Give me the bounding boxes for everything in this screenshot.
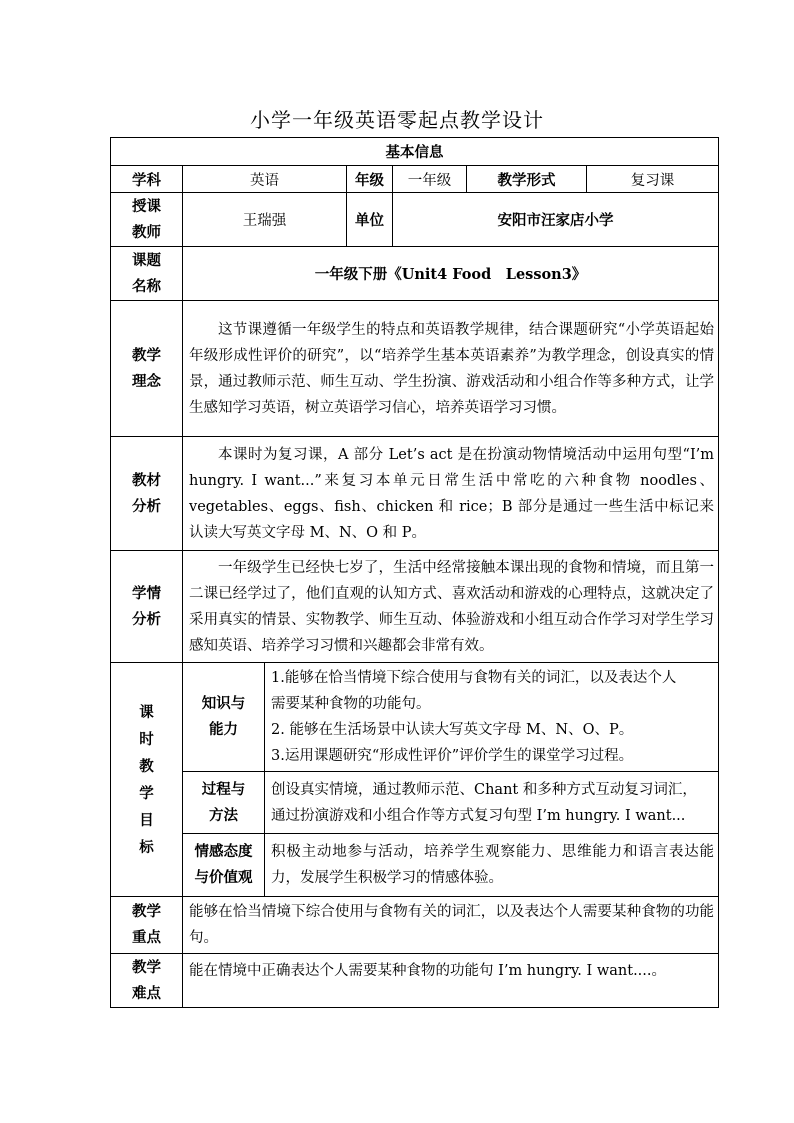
material-label-line-2: 分析 (132, 497, 161, 515)
difficulty-label-line-1: 教学 (132, 958, 161, 976)
emotion-label (183, 834, 265, 897)
concept-label (111, 301, 183, 437)
grade-label: 年级 (347, 166, 393, 193)
students-label-line-2: 分析 (132, 610, 161, 628)
material-label (111, 437, 183, 551)
unit-value: 安阳市汪家店小学 (393, 193, 719, 247)
key-point-label-line-1: 教学 (132, 903, 161, 920)
topic-value: 一年级下册《Unit4 Food Lesson3》 (183, 247, 719, 301)
students-row (111, 551, 719, 663)
key-point-row (111, 897, 719, 954)
students-text: 一年级学生已经快七岁了，生活中经常接触本课出现的食物和情境，而且第一二课已经学过了，他们直观的认知方式、喜欢活动和游戏的心理特点，这就决定了采用真实的情景、实物教学、师生互动、体验游戏和小组互动合作学习对学生学习感知英语、培养学习习惯和兴趣都会非常有效。 (183, 551, 719, 663)
material-label-line-1: 教材 (132, 471, 161, 489)
teacher-value: 王瑞强 (183, 193, 347, 247)
objectives-label-char-4: 学 (139, 784, 154, 802)
basic-info-header-row (111, 138, 719, 166)
teacher-label-line-2: 教师 (132, 223, 161, 241)
material-row (111, 437, 719, 551)
teacher-label (111, 193, 183, 247)
teacher-row (111, 193, 719, 247)
topic-label-line-1: 课题 (132, 251, 161, 269)
concept-text: 这节课遵循一年级学生的特点和英语教学规律，结合课题研究“小学英语起始年级形成性评价的研究”，以“培养学生基本英语素养”为教学理念，创设真实的情景，通过教师示范、师生互动、学生扮演、游戏活动和小组合作等多种方式，让学生感知学习英语，树立英语学习信心，培养英语学习习惯。 (183, 301, 719, 437)
form-label: 教学形式 (467, 166, 587, 193)
concept-label-line-1: 教学 (132, 346, 161, 364)
process-row (111, 772, 719, 834)
form-value: 复习课 (587, 166, 719, 193)
subject-row (111, 166, 719, 193)
difficulty-label (111, 954, 183, 1008)
process-label-line-2: 方法 (209, 806, 238, 824)
concept-row (111, 301, 719, 437)
knowledge-line-4: 3.运用课题研究“形成性评价”评价学生的课堂学习过程。 (271, 748, 634, 764)
objectives-label-char-1: 课 (139, 703, 154, 721)
students-label-line-1: 学情 (132, 584, 161, 602)
emotion-text: 积极主动地参与活动，培养学生观察能力、思维能力和语言表达能力，发展学生积极学习的情感体验。 (265, 834, 719, 897)
teacher-label-line-1: 授课 (132, 197, 161, 215)
subject-label: 学科 (111, 166, 183, 193)
difficulty-text: 能在情境中正确表达个人需要某种食物的功能句 I’m hungry. I want....。 (183, 954, 719, 1008)
knowledge-text (265, 663, 719, 772)
key-point-label (111, 897, 183, 954)
process-line-2: 通过扮演游戏和小组合作等方式复习句型 I’m hungry. I want... (271, 807, 686, 824)
knowledge-label (183, 663, 265, 772)
process-label (183, 772, 265, 834)
knowledge-label-line-1: 知识与 (201, 695, 246, 712)
process-text (265, 772, 719, 834)
knowledge-line-1: 1.能够在恰当情境下综合使用与食物有关的词汇，以及表达个人 (271, 670, 677, 686)
subject-value: 英语 (183, 166, 347, 193)
objectives-label-char-6: 标 (139, 838, 154, 856)
topic-label (111, 247, 183, 301)
document-title: 小学一年级英语零起点教学设计 (250, 108, 544, 132)
objectives-label-char-2: 时 (139, 730, 154, 748)
lesson-plan-table (110, 137, 719, 1008)
difficulty-label-line-2: 难点 (132, 984, 161, 1002)
topic-row (111, 247, 719, 301)
objectives-label-char-3: 教 (139, 757, 154, 775)
knowledge-row (111, 663, 719, 772)
basic-info-header: 基本信息 (111, 138, 719, 166)
difficulty-row (111, 954, 719, 1008)
topic-label-line-2: 名称 (132, 277, 161, 295)
emotion-row (111, 834, 719, 897)
students-label (111, 551, 183, 663)
process-line-1: 创设真实情境，通过教师示范、Chant 和多种方式互动复习词汇， (271, 781, 697, 798)
material-text: 本课时为复习课，A 部分 Let’s act 是在扮演动物情境活动中运用句型“I’m hungry. I want...”来复习本单元日常生活中常吃的六种食物 noodles、vegetables、eggs、fish、chicken 和 rice；B 部分是通过一些生活中标记来认读大写英文字母 M、N、O 和 P。 (183, 437, 719, 551)
process-label-line-1: 过程与 (201, 780, 246, 798)
emotion-label-line-1: 情感态度 (194, 843, 253, 860)
objectives-label-char-5: 目 (139, 811, 154, 829)
key-point-label-line-2: 重点 (132, 929, 161, 946)
grade-value: 一年级 (393, 166, 467, 193)
unit-label: 单位 (347, 193, 393, 247)
knowledge-line-2: 需要某种食物的功能句。 (271, 696, 431, 712)
key-point-text: 能够在恰当情境下综合使用与食物有关的词汇，以及表达个人需要某种食物的功能句。 (183, 897, 719, 954)
knowledge-label-line-2: 能力 (209, 721, 238, 738)
emotion-label-line-2: 与价值观 (194, 869, 253, 886)
concept-label-line-2: 理念 (132, 372, 161, 390)
objectives-label (111, 663, 183, 897)
knowledge-line-3: 2. 能够在生活场景中认读大写英文字母 M、N、O、P。 (271, 722, 634, 738)
